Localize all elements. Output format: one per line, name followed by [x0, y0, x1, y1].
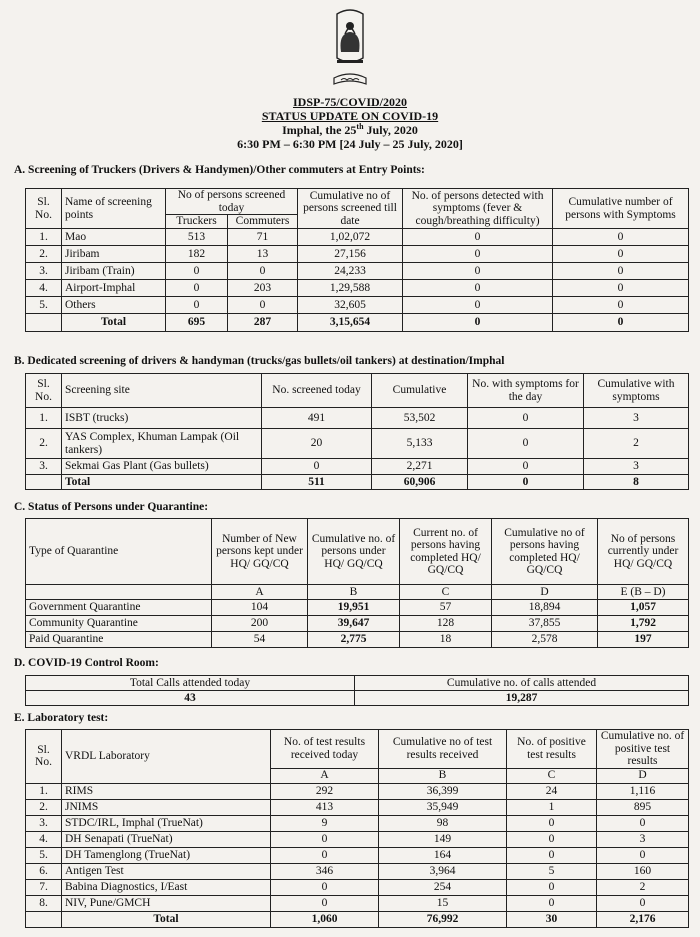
col-cumulative: Cumulative	[372, 374, 468, 408]
table-row: 4. DH Senapati (TrueNat) 0 149 0 3	[26, 831, 689, 847]
col-detected: No. of persons detected with symptoms (fever & cough/breathing difficulty)	[403, 189, 553, 229]
col-laboratory: VRDL Laboratory	[62, 730, 271, 784]
table-row: 7. Babina Diagnostics, I/East 0 254 0 2	[26, 879, 689, 895]
col-positive-results: No. of positive test results	[507, 730, 597, 769]
col-letter-b: B	[379, 768, 507, 783]
section-e-table	[25, 729, 689, 928]
total-row: Total 511 60,906 0 8	[26, 475, 689, 490]
col-cumulative: Cumulative no of persons screened till date	[298, 189, 403, 229]
col-screening-point: Name of screening points	[62, 189, 166, 229]
col-cumulative-symptoms: Cumulative number of persons with Symptoms	[553, 189, 689, 229]
section-c-title: C. Status of Persons under Quarantine:	[14, 501, 209, 513]
col-symptoms-day: No. with symptoms for the day	[468, 374, 584, 408]
table-row: 5. DH Tamenglong (TrueNat) 0 164 0 0	[26, 847, 689, 863]
table-row: 3. Jiribam (Train) 0 0 24,233 0 0	[26, 263, 689, 280]
calls-cumulative-value: 19,287	[355, 691, 689, 706]
col-cumulative-positive: Cumulative no. of positive test results	[597, 730, 689, 769]
section-e-title: E. Laboratory test:	[14, 712, 109, 724]
col-screening-site: Screening site	[62, 374, 262, 408]
col-sl: Sl. No.	[26, 189, 62, 229]
table-row: 6. Antigen Test 346 3,964 5 160	[26, 863, 689, 879]
section-b-table	[25, 373, 689, 490]
col-cumulative-results: Cumulative no of test results received	[379, 730, 507, 769]
table-row: 5. Others 0 0 32,605 0 0	[26, 297, 689, 314]
col-quarantine-type: Type of Quarantine	[26, 519, 212, 585]
col-current-completed: Current no. of persons having completed HQ/ GQ/CQ	[400, 519, 492, 585]
section-d-table	[25, 675, 689, 706]
report-period: 6:30 PM – 6:30 PM [24 July – 25 July, 2020]	[237, 137, 463, 151]
col-screened-today: No. screened today	[262, 374, 372, 408]
table-row: Government Quarantine 104 19,951 57 18,894 1,057	[26, 600, 689, 616]
table-row: 2. YAS Complex, Khuman Lampak (Oil tankers) 20 5,133 0 2	[26, 429, 689, 459]
col-cumulative-completed: Cumulative no of persons having completed HQ/ GQ/CQ	[492, 519, 598, 585]
table-row: 3. Sekmai Gas Plant (Gas bullets) 0 2,271 0 3	[26, 459, 689, 475]
table-row: 3. STDC/IRL, Imphal (TrueNat) 9 98 0 0	[26, 815, 689, 831]
col-letter-a: A	[271, 768, 379, 783]
section-a-title: A. Screening of Truckers (Drivers & Handymen)/Other commuters at Entry Points:	[14, 164, 425, 176]
col-truckers: Truckers	[166, 215, 228, 229]
col-letter-b: B	[308, 585, 400, 600]
col-screened-today: No of persons screened today	[166, 189, 298, 215]
table-row: 8. NIV, Pune/GMCH 0 15 0 0	[26, 895, 689, 911]
calls-cumulative-label: Cumulative no. of calls attended	[355, 676, 689, 691]
calls-today-label: Total Calls attended today	[26, 676, 355, 691]
col-sl: Sl. No.	[26, 730, 62, 784]
col-letter-c: C	[507, 768, 597, 783]
col-letter-d: D	[597, 768, 689, 783]
table-row: 2. JNIMS 413 35,949 1 895	[26, 799, 689, 815]
section-a-table	[25, 188, 689, 332]
col-results-today: No. of test results received today	[271, 730, 379, 769]
document-title: STATUS UPDATE ON COVID-19	[261, 109, 439, 123]
col-currently-under: No of persons currently under HQ/ GQ/CQ	[598, 519, 689, 585]
col-sl: Sl. No.	[26, 374, 62, 408]
table-row: 1. Mao 513 71 1,02,072 0 0	[26, 229, 689, 246]
section-b-title: B. Dedicated screening of drivers & handyman (trucks/gas bullets/oil tankers) at destination/Imphal	[14, 355, 505, 367]
col-commuters: Commuters	[228, 215, 298, 229]
table-row: 4. Airport-Imphal 0 203 1,29,588 0 0	[26, 280, 689, 297]
table-row: 1. RIMS 292 36,399 24 1,116	[26, 783, 689, 799]
calls-today-value: 43	[26, 691, 355, 706]
col-new-persons: Number of New persons kept under HQ/ GQ/CQ	[212, 519, 308, 585]
section-c-table	[25, 518, 689, 648]
total-row: Total 1,060 76,992 30 2,176	[26, 911, 689, 927]
col-cumulative-symptoms: Cumulative with symptoms	[584, 374, 689, 408]
col-letter-c: C	[400, 585, 492, 600]
total-row: Total 695 287 3,15,654 0 0	[26, 314, 689, 332]
col-letter-a: A	[212, 585, 308, 600]
place-date: Imphal, the 25th July, 2020	[282, 122, 418, 137]
table-row: 2. Jiribam 182 13 27,156 0 0	[26, 246, 689, 263]
col-letter-d: D	[492, 585, 598, 600]
table-row: Community Quarantine 200 39,647 128 37,855 1,792	[26, 616, 689, 632]
col-letter-e: E (B – D)	[598, 585, 689, 600]
document-reference: IDSP-75/COVID/2020	[292, 95, 407, 109]
table-row: 1. ISBT (trucks) 491 53,502 0 3	[26, 408, 689, 429]
state-emblem-icon	[325, 8, 375, 94]
section-d-title: D. COVID-19 Control Room:	[14, 657, 159, 669]
col-cumulative-persons: Cumulative no. of persons under HQ/ GQ/CQ	[308, 519, 400, 585]
table-row: Paid Quarantine 54 2,775 18 2,578 197	[26, 632, 689, 648]
